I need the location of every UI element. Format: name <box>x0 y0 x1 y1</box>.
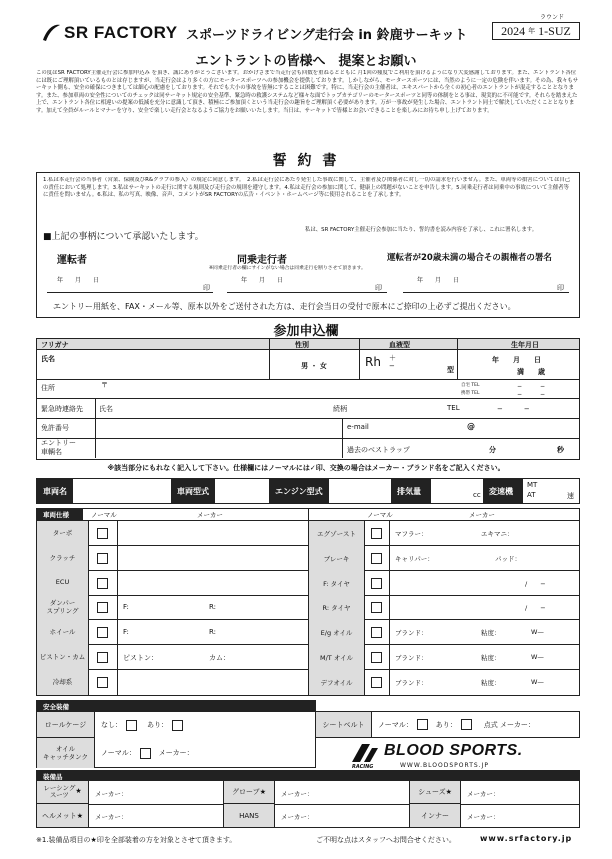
seatbelt-ari-checkbox[interactable] <box>461 719 472 730</box>
guardian-signature-field[interactable] <box>403 292 569 293</box>
rh-sign[interactable]: ＋ − <box>389 354 396 370</box>
at-label[interactable]: AT <box>527 491 536 499</box>
spec-row-right <box>309 546 579 571</box>
furigana-label: フリガナ <box>41 341 69 349</box>
engine-field[interactable] <box>329 479 391 503</box>
greeting-body: この度はSR FACTORY主催走行会に参加申込み を頂き、誠にありがとうございます。おかげさまで当走行会も回数を重ねるとともに 月1回の頻度でご利用を頂けるようになり大変感謝しております。また、エントラント各位には既にご理解頂いているものとは存じますが、当走行会はより多くの方にモータースポーツへの参加機会を提供しております。しかしながら、モータースポーツには、当然のように一定の危険を伴います。その為、我々もサーキット側も、安全の確保につきましては細心の配慮をしております。それでも大小の事故を皆無にすることは困難です。特に、当走行会の主催者は、エキスパートから全くの初心者のエントラントが混走することとなります。また、参加車両の安全性についてのチェックは同サーキット規定の安全基準、緊急時の救護システムなど様々な面でトップカテゴリーのモータースポーツと同等の体制をとる事は、現実的に不可能です。それらを踏まえた上で、エントラント各位に相違いの提案の低減を充分に意識して頂き、積極にご参加頂くという当走行会の趣旨をご理解頂く必要があります。万が一事故が発生した場合、エントラント同士で解決していただくこととなります。加えて全員がルールとマナーを守り、安全で楽しい走行会となるようご協力をお願いいたします。当日は、サーキットで皆様とお会いできることを楽しみにお待ち申し上げております。 <box>36 70 579 114</box>
tire-size: / − <box>525 604 546 613</box>
original-notice: エントリー用紙を、FAX・メール等、原本以外をご送付された方は、走行会当日の受付で原本にご捺印の上必ずご提出ください。 <box>53 302 516 311</box>
pledge-title: 誓 約 書 <box>272 153 340 169</box>
sponsor-logo <box>350 742 580 772</box>
year-round-box <box>492 22 580 40</box>
seatbelt-ari-label: あり： <box>435 720 457 729</box>
shoes-maker: メーカー： <box>467 790 500 798</box>
footer-contact: ご不明な点はスタッフへお問合せください。 <box>316 836 456 844</box>
shoes-label: シューズ ★ <box>409 781 461 804</box>
agree-label: ■上記の事柄について承認いたします。 <box>43 232 204 242</box>
spec-normal-checkbox[interactable] <box>97 627 108 638</box>
spec-normal-checkbox[interactable] <box>371 677 382 688</box>
event-title: スポーツドライビング走行会 in 鈴鹿サーキット <box>186 28 468 43</box>
rh-label: Rh <box>365 355 381 369</box>
helmet-maker: メーカー： <box>95 813 128 821</box>
spec-row-right <box>309 571 579 596</box>
car-notice: ※該当部分にもれなく記入して下さい。仕様欄にはノーマルには✓印、交換の場合はメーカー・ブランド名をご記入ください。 <box>107 464 505 472</box>
spec-normal-checkbox[interactable] <box>371 602 382 613</box>
logo-text: SR FACTORY <box>64 23 178 42</box>
displacement-label: 排気量 <box>391 479 431 503</box>
best-lap-min: 分 <box>489 446 496 454</box>
relation-label: 続柄 <box>333 405 347 413</box>
helmet-label: ヘルメット ★ <box>37 804 89 827</box>
seatbelt-label: シートベルト <box>316 712 372 737</box>
pledge-box <box>36 172 580 318</box>
r-label: R: <box>209 628 217 637</box>
speed-unit: 速 <box>567 492 574 500</box>
emergency-tel-field[interactable]: − − <box>497 405 530 413</box>
brand-label: ブランド： <box>395 679 428 688</box>
caliper-label: キャリパー： <box>395 554 434 563</box>
emergency-name-label: 氏名 <box>99 405 113 413</box>
mobile-tel-label: 携帯 TEL <box>461 391 480 396</box>
suit-maker: メーカー： <box>95 790 128 798</box>
sponsor-url: WWW.BLOODSPORTS.JP <box>400 762 489 769</box>
header <box>40 14 580 48</box>
application-title: 参加申込欄 <box>273 324 339 339</box>
viscosity-label: 粘度： <box>481 679 501 688</box>
license-label: 免許番号 <box>41 424 69 432</box>
guardian-seal: 印 <box>557 284 564 292</box>
muffler-label: マフラー： <box>395 529 428 538</box>
seatbelt-points-label: 点式 メーカー： <box>483 720 535 729</box>
car-info-bar <box>36 478 580 504</box>
spec-header: 車両仕様 <box>37 509 83 520</box>
spec-normal-checkbox[interactable] <box>371 553 382 564</box>
footer-url[interactable]: www.srfactory.jp <box>480 834 573 843</box>
home-tel-field[interactable]: − − <box>517 383 546 390</box>
footer-note: ※1.装備品項目の★印を全部装着の方を対象とさせて頂きます。 <box>36 836 237 844</box>
brand-label: ブランド： <box>395 629 428 638</box>
best-lap-sec: 秒 <box>557 446 564 454</box>
passenger-note: ※同乗走行者の欄にサインがない場合は同乗走行を断りさせて頂きます。 <box>209 266 366 271</box>
helmet-star: ★ <box>76 811 84 820</box>
spec-item-label: ダンパー スプリング <box>37 596 89 621</box>
piston-label: ピストン： <box>123 654 158 663</box>
spec-left-column <box>37 521 308 695</box>
spec-item-label: F: タイヤ <box>309 571 365 596</box>
spec-maker-right: メーカー <box>469 511 495 519</box>
oil-catch-normal-checkbox[interactable] <box>140 748 151 759</box>
spec-item-label: エグゾースト <box>309 521 365 546</box>
car-name-label: 車両名 <box>37 479 73 503</box>
f-label: F: <box>123 603 129 612</box>
suit-label: レーシング スーツ ★ <box>37 781 89 804</box>
spec-row-right <box>309 620 579 645</box>
tire-size: / − <box>525 579 546 588</box>
gender-header: 性別 <box>295 341 309 349</box>
gear-header: 装備品 <box>37 771 579 781</box>
passenger-label: 同乗走行者 <box>237 255 287 266</box>
spec-row-right <box>309 596 579 621</box>
rollcage-none-label: なし： <box>101 721 122 729</box>
spec-item-label: ブレーキ <box>309 546 365 571</box>
entry-car-label: エントリー 車輌名 <box>41 439 76 456</box>
oil-catch-normal-label: ノーマル： <box>101 749 136 757</box>
spec-row-left <box>37 596 308 621</box>
spec-row-right <box>309 521 579 546</box>
spec-row-left <box>37 546 308 571</box>
hans-maker: メーカー： <box>281 813 314 821</box>
brand-label: ブランド： <box>395 654 428 663</box>
safety-header: 安全装備 <box>37 701 315 712</box>
entry-car-field[interactable] <box>97 439 341 459</box>
spec-normal-left: ノーマル <box>91 511 117 519</box>
spec-item-label: クラッチ <box>37 546 89 571</box>
year-unit: 年 <box>528 27 536 35</box>
rollcage-label: ロールケージ <box>37 712 95 738</box>
address-field[interactable] <box>97 380 457 398</box>
seatbelt-normal-checkbox[interactable] <box>417 719 428 730</box>
cc-unit: cc <box>473 491 481 499</box>
glove-star: ★ <box>259 788 266 796</box>
driver-seal: 印 <box>203 284 210 292</box>
spec-row-right <box>309 670 579 695</box>
passenger-date: 年 月 日 <box>241 277 284 284</box>
spec-row-left <box>37 521 308 546</box>
agree-note: 私は、SR FACTORY主催走行会参加に当たり、誓約書を読み内容を了承し、これに署名します。 <box>305 227 538 233</box>
car-name-field[interactable] <box>73 479 171 503</box>
address-label: 住所 <box>41 384 55 392</box>
rollcage-yes-checkbox[interactable] <box>172 720 183 731</box>
inner-maker: メーカー： <box>467 813 500 821</box>
mobile-tel-field[interactable]: − − <box>517 391 546 398</box>
mt-label[interactable]: MT <box>527 481 538 489</box>
trans-label: 変速機 <box>483 479 523 503</box>
spec-normal-checkbox[interactable] <box>371 627 382 638</box>
blood-unit: 型 <box>447 366 454 374</box>
spec-normal-checkbox[interactable] <box>97 528 108 539</box>
spec-normal-right: ノーマル <box>367 511 393 519</box>
email-at: @ <box>467 422 475 431</box>
round: 1-SUZ <box>538 23 571 38</box>
gender-value[interactable]: 男 ・ 女 <box>301 362 327 370</box>
r-label: R: <box>209 603 217 612</box>
pad-label: パッド： <box>495 554 521 563</box>
spec-normal-checkbox[interactable] <box>97 652 108 663</box>
postal-mark: 〒 <box>101 381 108 389</box>
spec-item-label: E/g オイル <box>309 620 365 645</box>
w-unit: W— <box>531 653 544 662</box>
name-label: 氏名 <box>41 355 55 363</box>
emergency-label: 緊急時連絡先 <box>41 405 83 413</box>
w-unit: W— <box>531 628 544 637</box>
spec-maker-left: メーカー <box>197 511 223 519</box>
spec-item-label: M/T オイル <box>309 645 365 670</box>
spec-normal-checkbox[interactable] <box>371 652 382 663</box>
rollcage-yes-label: あり： <box>147 721 168 729</box>
sponsor-name: BLOOD SPORTS. <box>384 742 523 759</box>
oil-catch-label: オイル キャッチタンク <box>37 738 95 768</box>
engine-label: エンジン型式 <box>269 479 329 503</box>
spec-row-left <box>37 571 308 596</box>
spec-row-right <box>309 645 579 670</box>
license-field[interactable] <box>97 419 341 437</box>
seatbelt-table <box>316 711 580 738</box>
logo-swoosh-icon <box>40 22 62 44</box>
greeting-title: エントラントの皆様へ 提案とお願い <box>195 54 417 69</box>
spec-item-label: ホイール <box>37 620 89 645</box>
spec-item-label: 冷却系 <box>37 670 89 695</box>
spec-item-label: ECU <box>37 571 89 596</box>
emergency-tel-label: TEL <box>447 404 460 412</box>
spec-row-left <box>37 645 308 670</box>
seatbelt-normal-label: ノーマル： <box>378 720 413 729</box>
spec-normal-checkbox[interactable] <box>97 553 108 564</box>
best-lap-label: 過去のベストラップ <box>347 446 410 454</box>
blood-sports-emblem-icon <box>350 742 380 764</box>
f-label: F: <box>123 628 129 637</box>
passenger-seal: 印 <box>375 284 382 292</box>
spec-item-label: ピストン・カム <box>37 645 89 670</box>
application-table <box>36 338 580 460</box>
spec-row-left <box>37 670 308 695</box>
driver-signature-field[interactable] <box>47 292 213 293</box>
exmani-label: エキマニ： <box>481 529 514 538</box>
spec-normal-checkbox[interactable] <box>371 528 382 539</box>
spec-item-label: デフオイル <box>309 670 365 695</box>
inner-label: インナー <box>409 804 461 827</box>
w-unit: W— <box>531 678 544 687</box>
spec-normal-checkbox[interactable] <box>97 677 108 688</box>
glove-label: グローブ ★ <box>223 781 275 804</box>
birth-ymd[interactable]: 年 月 日 <box>492 356 541 364</box>
pledge-body: 1.私は本走行会の当事者（営業、保険及びR&クラブの参入）の規定に同意します。 2.私は走行会にあたり発生した事故に関して、主催者及び関係者に対し一切の請求を行いません。また、車両等の損害については自己の責任において処理します。3.私はサーキットの走行に関する規則及び走行会の規則を遵守します。4.私は走行会の参加に関して、健康上の問題がないことを申告します。5.同乗走行者は同乗中の事故について主催者等に責任を問いません。6.私は、私の写真、映像、音声、コメントがSR FACTORYの広告・イベント・ホームページ等に使用されることを了承します。 <box>43 177 571 199</box>
cam-label: カム： <box>209 654 230 663</box>
oil-catch-maker-label: メーカー： <box>158 749 194 757</box>
glove-maker: メーカー： <box>281 790 314 798</box>
age[interactable]: 満 歳 <box>517 368 545 376</box>
hans-label: HANS <box>223 804 275 827</box>
sponsor-sub: RACING <box>352 764 374 770</box>
guardian-date: 年 月 日 <box>417 277 460 284</box>
suit-star: ★ <box>75 787 82 796</box>
driver-date: 年 月 日 <box>57 277 100 284</box>
spec-table <box>36 508 580 696</box>
blood-header: 血液型 <box>389 341 410 349</box>
name-field[interactable] <box>77 351 269 381</box>
viscosity-label: 粘度： <box>481 654 501 663</box>
round-label: ラウンド <box>540 14 565 21</box>
safety-table <box>36 700 316 768</box>
car-model-field[interactable] <box>215 479 269 503</box>
gear-table <box>36 770 580 828</box>
year: 2024 <box>501 23 526 38</box>
rollcage-none-checkbox[interactable] <box>126 720 137 731</box>
car-model-label: 車両型式 <box>171 479 215 503</box>
spec-normal-checkbox[interactable] <box>371 578 382 589</box>
passenger-signature-field[interactable] <box>227 292 387 293</box>
spec-normal-checkbox[interactable] <box>97 602 108 613</box>
birth-header: 生年月日 <box>511 341 539 349</box>
spec-normal-checkbox[interactable] <box>97 578 108 589</box>
spec-row-left <box>37 620 308 645</box>
spec-right-column <box>309 521 579 695</box>
driver-label: 運転者 <box>57 255 87 266</box>
home-tel-label: 自宅 TEL <box>461 383 480 388</box>
spec-item-label: ターボ <box>37 521 89 546</box>
spec-item-label: R: タイヤ <box>309 596 365 621</box>
viscosity-label: 粘度： <box>481 629 501 638</box>
email-label: e-mail <box>347 423 369 431</box>
guardian-label: 運転者が20歳未満の場合その親権者の署名 <box>387 253 552 263</box>
shoes-star: ★ <box>445 788 452 796</box>
